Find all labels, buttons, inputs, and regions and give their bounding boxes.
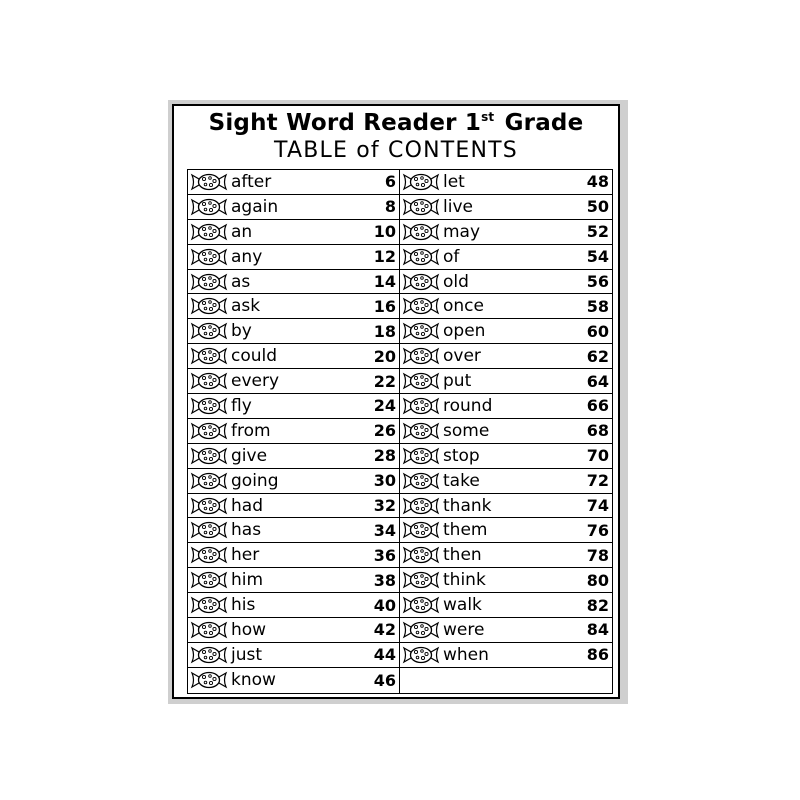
candy-icon	[402, 471, 440, 491]
page-number: 10	[373, 222, 396, 242]
sight-word: give	[231, 445, 268, 466]
contents-row	[188, 568, 399, 593]
contents-row	[188, 344, 399, 369]
candy-icon	[190, 272, 228, 292]
sight-word: them	[443, 520, 488, 541]
sight-word: were	[443, 619, 485, 640]
contents-row	[188, 593, 399, 618]
contents-row	[188, 170, 399, 195]
contents-row	[188, 319, 399, 344]
sight-word: as	[231, 271, 251, 292]
sight-word: has	[231, 520, 262, 541]
contents-row	[400, 245, 612, 270]
title-main: Sight Word Reader 1	[208, 110, 482, 136]
sight-word: again	[231, 196, 279, 217]
contents-row	[400, 195, 612, 220]
sight-word: when	[443, 644, 489, 665]
contents-row	[400, 220, 612, 245]
page-number: 34	[373, 520, 396, 540]
sight-word: walk	[443, 595, 482, 616]
candy-icon	[190, 247, 228, 267]
candy-icon	[402, 446, 440, 466]
page-number: 24	[373, 396, 396, 416]
sight-word: an	[231, 221, 253, 242]
contents-row	[188, 195, 399, 220]
candy-icon	[402, 321, 440, 341]
page-number: 70	[586, 446, 609, 466]
contents-row	[188, 494, 399, 519]
sight-word: know	[231, 670, 276, 691]
title-end: Grade	[504, 110, 584, 136]
candy-icon	[402, 570, 440, 590]
right-column	[400, 170, 612, 693]
page-number: 22	[373, 371, 396, 391]
candy-icon	[190, 321, 228, 341]
contents-row	[188, 270, 399, 295]
page-number: 62	[586, 346, 609, 366]
sight-word: over	[443, 346, 481, 367]
contents-row	[400, 444, 612, 469]
page-number: 36	[373, 545, 396, 565]
page-subtitle: TABLE of CONTENTS	[274, 138, 518, 163]
sight-word: how	[231, 619, 267, 640]
page-number: 84	[586, 620, 609, 640]
sight-word: let	[443, 171, 465, 192]
contents-row	[400, 369, 612, 394]
sight-word: ask	[231, 296, 261, 317]
page-number: 52	[586, 222, 609, 242]
contents-table	[187, 169, 613, 694]
page-number: 48	[586, 172, 609, 192]
contents-row	[400, 319, 612, 344]
candy-icon	[402, 620, 440, 640]
sight-word: had	[231, 495, 263, 516]
page-number: 74	[586, 496, 609, 516]
page-number: 16	[373, 296, 396, 316]
candy-icon	[402, 222, 440, 242]
page-number: 56	[586, 272, 609, 291]
sight-word: may	[443, 221, 481, 242]
candy-icon	[402, 247, 440, 267]
page-number: 20	[373, 346, 396, 366]
candy-icon	[402, 272, 440, 292]
candy-icon	[190, 396, 228, 416]
candy-icon	[190, 371, 228, 391]
page-number: 38	[373, 570, 396, 590]
candy-icon	[402, 346, 440, 366]
sight-word: his	[231, 595, 256, 616]
page-number: 26	[373, 421, 396, 441]
contents-row	[400, 394, 612, 419]
contents-row	[400, 344, 612, 369]
contents-row	[188, 419, 399, 444]
page-number: 66	[586, 396, 609, 416]
sight-word: fly	[231, 395, 252, 416]
sight-word: old	[443, 271, 469, 292]
contents-row	[188, 543, 399, 568]
contents-row	[188, 518, 399, 543]
contents-row	[188, 643, 399, 668]
page-title	[174, 110, 618, 136]
candy-icon	[402, 197, 440, 217]
page-number: 42	[373, 620, 396, 640]
contents-row	[400, 294, 612, 319]
sight-word: think	[443, 570, 486, 591]
candy-icon	[190, 570, 228, 590]
candy-icon	[402, 520, 440, 540]
sight-word: live	[443, 196, 473, 217]
sight-word: stop	[443, 445, 480, 466]
contents-row	[400, 618, 612, 643]
contents-row	[400, 643, 612, 668]
candy-icon	[402, 296, 440, 316]
contents-row	[400, 543, 612, 568]
sight-word: him	[231, 570, 264, 591]
candy-icon	[402, 645, 440, 665]
sight-word: thank	[443, 495, 492, 516]
page-number: 14	[373, 272, 396, 291]
left-column	[188, 170, 400, 693]
contents-row	[188, 668, 399, 693]
page-number: 72	[586, 471, 609, 491]
page-number: 32	[373, 496, 396, 516]
sight-word: every	[231, 371, 280, 392]
candy-icon	[190, 670, 228, 690]
page-number: 58	[586, 296, 609, 316]
sight-word: just	[231, 644, 263, 665]
candy-icon	[190, 496, 228, 516]
candy-icon	[402, 496, 440, 516]
contents-row	[188, 618, 399, 643]
page-number: 54	[586, 247, 609, 267]
candy-icon	[190, 595, 228, 615]
empty-row	[400, 668, 612, 693]
sight-word: any	[231, 246, 263, 267]
page-number: 18	[373, 321, 396, 341]
candy-icon	[402, 371, 440, 391]
contents-row	[188, 444, 399, 469]
candy-icon	[190, 346, 228, 366]
page-number: 8	[384, 197, 396, 217]
sight-word: open	[443, 321, 486, 342]
page-number: 12	[373, 247, 396, 267]
page-number: 50	[586, 197, 609, 217]
sight-word: of	[443, 246, 460, 267]
contents-row	[400, 170, 612, 195]
sight-word: after	[231, 171, 272, 192]
candy-icon	[190, 620, 228, 640]
candy-icon	[190, 471, 228, 491]
candy-icon	[402, 545, 440, 565]
contents-row	[188, 220, 399, 245]
sight-word: her	[231, 545, 260, 566]
contents-row	[188, 469, 399, 494]
sight-word: once	[443, 296, 484, 317]
contents-row	[400, 494, 612, 519]
contents-row	[188, 394, 399, 419]
table-of-contents-sheet	[172, 104, 620, 699]
contents-row	[400, 593, 612, 618]
page-number: 78	[586, 545, 609, 565]
candy-icon	[402, 421, 440, 441]
candy-icon	[190, 222, 228, 242]
page-number: 82	[586, 595, 609, 615]
candy-icon	[190, 645, 228, 665]
page-number: 64	[586, 371, 609, 391]
sight-word: from	[231, 420, 271, 441]
candy-icon	[190, 296, 228, 316]
contents-row	[400, 518, 612, 543]
contents-row	[400, 469, 612, 494]
page-number: 86	[586, 645, 609, 665]
candy-icon	[190, 172, 228, 192]
page-number: 68	[586, 421, 609, 441]
page-number: 76	[586, 520, 609, 540]
sight-word: could	[231, 346, 278, 367]
sight-word: put	[443, 371, 472, 392]
page-number: 44	[373, 645, 396, 665]
sight-word: round	[443, 395, 493, 416]
page-number: 40	[373, 595, 396, 615]
contents-row	[188, 369, 399, 394]
page-number: 80	[586, 570, 609, 590]
candy-icon	[190, 545, 228, 565]
contents-row	[400, 419, 612, 444]
contents-row	[400, 568, 612, 593]
sight-word: by	[231, 321, 252, 342]
candy-icon	[190, 197, 228, 217]
candy-icon	[402, 396, 440, 416]
candy-icon	[190, 421, 228, 441]
page-number: 60	[586, 321, 609, 341]
page-number: 30	[373, 471, 396, 491]
page-number: 46	[373, 670, 396, 690]
sight-word: take	[443, 470, 480, 491]
title-superscript: st	[481, 110, 495, 124]
contents-row	[188, 245, 399, 270]
page-number: 6	[384, 172, 396, 192]
candy-icon	[190, 520, 228, 540]
candy-icon	[402, 172, 440, 192]
page-number: 28	[373, 446, 396, 466]
candy-icon	[402, 595, 440, 615]
sight-word: some	[443, 420, 490, 441]
sight-word: then	[443, 545, 482, 566]
candy-icon	[190, 446, 228, 466]
contents-row	[188, 294, 399, 319]
sight-word: going	[231, 470, 279, 491]
contents-row	[400, 270, 612, 295]
